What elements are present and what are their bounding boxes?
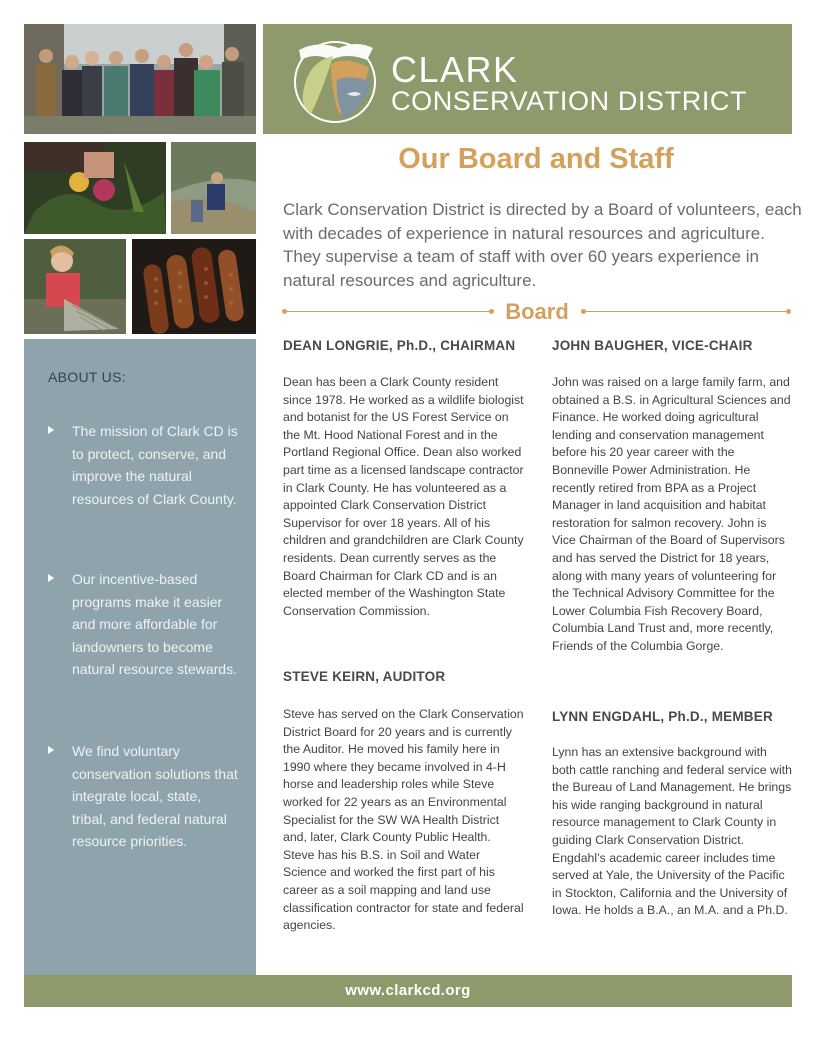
footer-bar xyxy=(24,975,792,1007)
bullet-arrow-icon xyxy=(48,426,54,434)
about-item-solutions xyxy=(48,740,238,870)
website-link[interactable]: www.clarkcd.org xyxy=(345,982,471,999)
member-bio-dean-longrie: Dean has been a Clark County resident since 1978. He worked as a wildlife biologist and botanist for the US Forest Service on the Mt. Hood National Forest and in the Portland Regional Office. Dean also worked part time as a licensed landscape contractor in Clark County. He has volunteered as a appointed Clark Conservation District Supervisor for over 18 years. All of his children and grandchildren are Clark County residents. Dean currently serves as the Board Chairman for Clark CD and is an elected member of the Washington State Conservation Commission. xyxy=(283,375,524,618)
board-divider-left xyxy=(286,311,492,312)
corn-photo xyxy=(132,239,256,334)
member-name-steve-keirn: STEVE KEIRN, AUDITOR xyxy=(283,669,446,684)
intro-paragraph: Clark Conservation District is directed by a Board of volunteers, each with decades of experience in natural resources and agriculture. They supervise a team of staff with over 60 years experience in natural resources and agriculture. xyxy=(283,200,802,290)
member-name-john-baugher: JOHN BAUGHER, VICE-CHAIR xyxy=(552,338,753,353)
divider-dot-inner-left xyxy=(489,309,494,314)
about-item-text: Our incentive-based programs make it easier and more affordable for landowners to become natural resource stewards. xyxy=(72,571,237,678)
member-bio-john-baugher: John was raised on a large family farm, and obtained a B.S. in Agricultural Sciences and Finance. He worked doing agricultural lending and conservation management before his 20 year career with the Bonneville Power Administration. He recently retired from BPA as a Project Manager in land acquisition and habitat restoration for salmon recovery. John is Vice Chairman of the Board of Supervisors and has served the District for 18 years, along with many years of volunteering for the Technical Advisory Committee for the Lower Columbia Fish Recovery Board, Columbia Land Trust and, more recently, Friends of the Columbia Gorge. xyxy=(552,375,791,653)
about-item-mission xyxy=(48,420,238,530)
beets-photo xyxy=(24,142,166,234)
divider-dot-right xyxy=(786,309,791,314)
bullet-arrow-icon xyxy=(48,746,54,754)
section-label-board: Board xyxy=(505,299,569,324)
header-banner xyxy=(263,24,792,134)
board-divider-right xyxy=(585,311,787,312)
member-name-dean-longrie: DEAN LONGRIE, Ph.D., CHAIRMAN xyxy=(283,338,516,353)
page-title: Our Board and Staff xyxy=(398,143,674,175)
net-sampling-photo xyxy=(24,239,126,334)
about-us-sidebar xyxy=(24,339,256,975)
about-us-title: ABOUT US: xyxy=(48,369,126,385)
member-name-lynn-engdahl: LYNN ENGDAHL, Ph.D., MEMBER xyxy=(552,709,773,724)
about-item-text: The mission of Clark CD is to protect, conserve, and improve the natural resources of Clark County. xyxy=(72,423,238,507)
bullet-arrow-icon xyxy=(48,574,54,582)
about-item-text: We find voluntary conservation solutions that integrate local, state, tribal, and federal natural resource priorities. xyxy=(72,743,238,850)
about-item-programs xyxy=(48,568,238,698)
clark-cd-logo-icon xyxy=(287,34,387,126)
fieldwork-photo xyxy=(171,142,256,234)
group-photo xyxy=(24,24,256,134)
member-bio-steve-keirn: Steve has served on the Clark Conservation District Board for 20 years and is currently the Auditor. He moved his family here in 1990 where they became involved in 4-H horse and leadership roles while Steve worked for 22 years as an Environmental Specialist for the SW WA Health District and, later, Clark County Public Health. Steve has his B.S. in Soil and Water Science and worked the first part of his career as a soil mapping and land use classification contractor for state and federal agencies. xyxy=(283,707,524,933)
brand-name-line2: CONSERVATION DISTRICT xyxy=(391,86,748,116)
member-bio-lynn-engdahl: Lynn has an extensive background with both cattle ranching and federal service with the Bureau of Land Management. He brings his wide ranging background in natural resource management to Clark County in guiding Clark Conservation District. Engdahl’s academic career includes time served at Yale, the University of the Pacific in Stockton, California and the University of Iowa. He holds a B.A., an M.A. and a Ph.D. xyxy=(552,745,792,918)
brand-name-line1: CLARK xyxy=(391,49,519,90)
